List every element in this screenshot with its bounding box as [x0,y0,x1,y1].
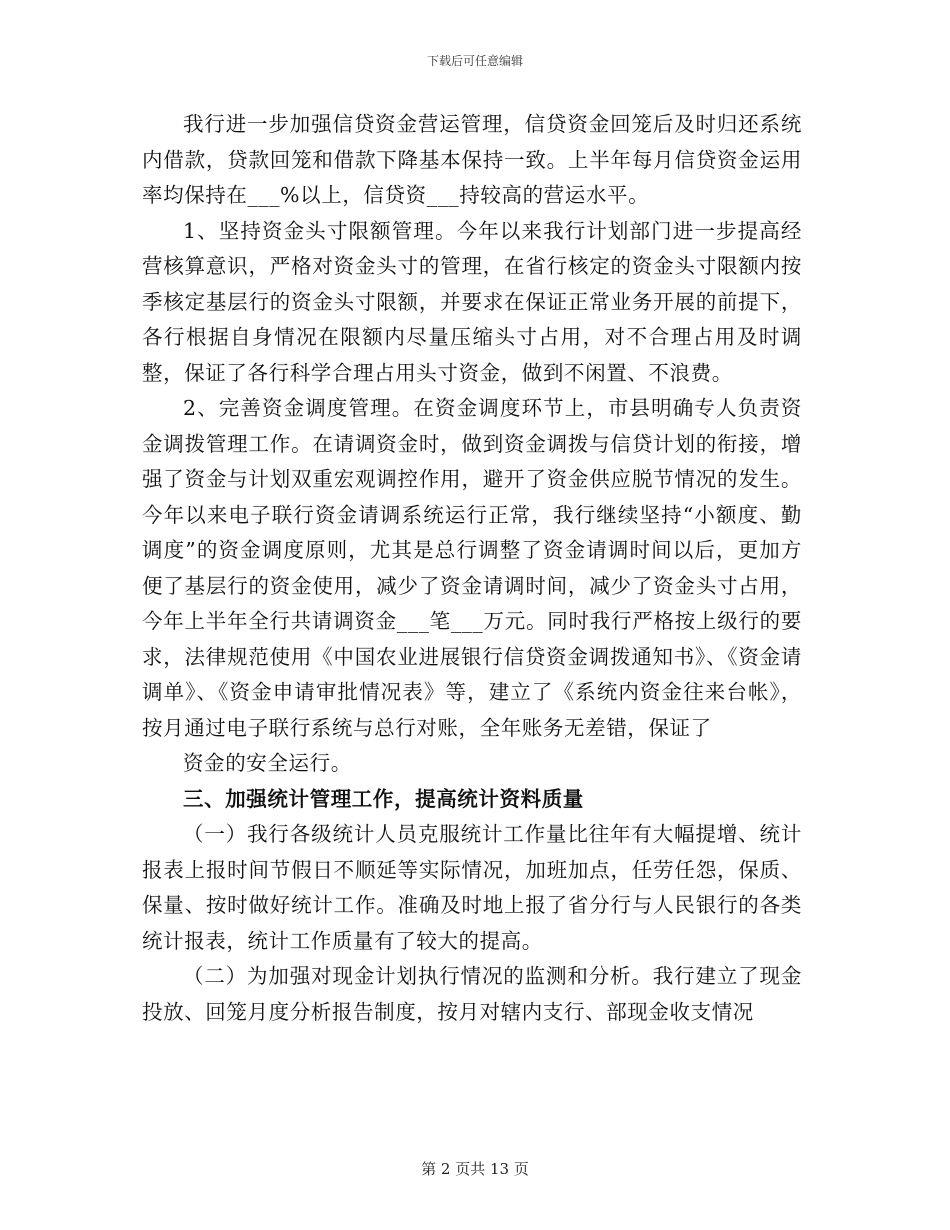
page-header-note: 下载后可任意编辑 [426,54,523,68]
paragraph-fund-dispatch: 2、完善资金调度管理。在资金调度环节上，市县明确专人负责资金调拨管理工作。在请调资金时，做到资金调拨与信贷计划的衔接，增强了资金与计划双重宏观调控作用，避开了资金供应脱节情况的发生。今年以来电子联行资金请调系统运行正常，我行继续坚持“小额度、勤调度”的资金调度原则，尤其是总行调整了资金请调时间以后，更加方便了基层行的资金使用，减少了资金请调时间，减少了资金头寸占用，今年上半年全行共请调资金___笔___万元。同时我行严格按上级行的要求，法律规范使用《中国农业进展银行信贷资金调拨通知书》、《资金请调单》、《资金申请审批情况表》等，建立了《系统内资金往来台帐》，按月通过电子联行系统与总行对账，全年账务无差错，保证了 [142,396,802,740]
paragraph-fund-safety: 资金的安全运行。 [183,751,352,775]
paragraph-position-limit: 1、坚持资金头寸限额管理。今年以来我行计划部门进一步提高经营核算意识，严格对资金头寸的管理，在省行核定的资金头寸限额内按季核定基层行的资金头寸限额，并要求在保证正常业务开展的前提下，各行根据自身情况在限额内尽量压缩头寸占用，对不合理占用及时调整，保证了各行科学合理占用头寸资金，做到不闲置、不浪费。 [142,218,802,385]
paragraph-statistics-staff: （一）我行各级统计人员克服统计工作量比往年有大幅提增、统计报表上报时间节假日不顺延等实际情况，加班加点，任劳任怨，保质、保量、按时做好统计工作。准确及时地上报了省分行与人民银行的各类统计报表，统计工作质量有了较大的提高。 [142,822,802,953]
section-heading-statistics: 三、加强统计管理工作，提高统计资料质量 [183,786,584,811]
document-body [142,107,802,1030]
page-number: 第 2 页共 13 页 [421,1160,529,1178]
paragraph-credit-funds: 我行进一步加强信贷资金营运管理，信贷资金回笼后及时归还系统内借款，贷款回笼和借款下降基本保持一致。上半年每月信贷资金运用率均保持在___%以上，信贷资___持较高的营运水平。 [142,112,802,207]
paragraph-cash-plan: （二）为加强对现金计划执行情况的监测和分析。我行建立了现金投放、回笼月度分析报告制度，按月对辖内支行、部现金收支情况 [142,964,802,1024]
